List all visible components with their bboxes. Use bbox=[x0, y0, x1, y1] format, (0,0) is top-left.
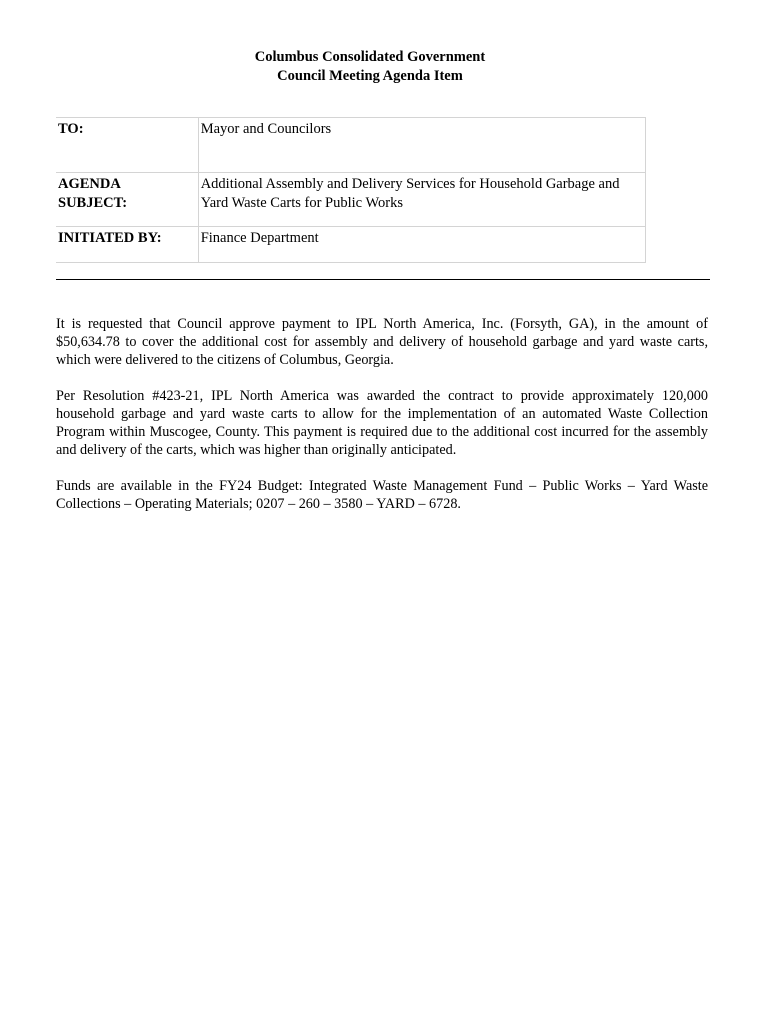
initiated-by-value: Finance Department bbox=[198, 227, 645, 263]
subject-label-line1: AGENDA bbox=[58, 176, 121, 192]
table-row bbox=[56, 173, 646, 227]
subject-value: Additional Assembly and Delivery Services for Household Garbage and Yard Waste Carts for Public Works bbox=[198, 173, 645, 227]
table-row bbox=[56, 118, 646, 173]
subject-label-line2: SUBJECT: bbox=[58, 195, 128, 211]
document-body bbox=[56, 315, 708, 531]
agenda-info-table bbox=[56, 117, 646, 263]
resolution-paragraph: Per Resolution #423-21, IPL North America was awarded the contract to provide approximately 120,000 household garbage and yard waste carts to allow for the implementation of an automated Waste Collection Program within Muscogee, County. This payment is required due to the additional cost incurred for the assembly and delivery of the carts, which was higher than originally anticipated. bbox=[56, 388, 708, 458]
subject-label bbox=[56, 173, 198, 227]
funding-paragraph: Funds are available in the FY24 Budget: Integrated Waste Management Fund – Public Works – Yard Waste Collections – Operating Materials; 0207 – 260 – 3580 – YARD – 6728. bbox=[56, 478, 708, 512]
document-header bbox=[0, 48, 740, 86]
request-paragraph: It is requested that Council approve payment to IPL North America, Inc. (Forsyth, GA), in the amount of $50,634.78 to cover the additional cost for assembly and delivery of household garbage and yard waste carts, which were delivered to the citizens of Columbus, Georgia. bbox=[56, 316, 708, 368]
header-document-type: Council Meeting Agenda Item bbox=[277, 68, 463, 84]
table-row bbox=[56, 227, 646, 263]
to-value: Mayor and Councilors bbox=[198, 118, 645, 173]
initiated-by-label: INITIATED BY: bbox=[56, 227, 198, 263]
to-label: TO: bbox=[56, 118, 198, 173]
header-organization: Columbus Consolidated Government bbox=[254, 49, 486, 65]
horizontal-divider bbox=[56, 279, 710, 280]
